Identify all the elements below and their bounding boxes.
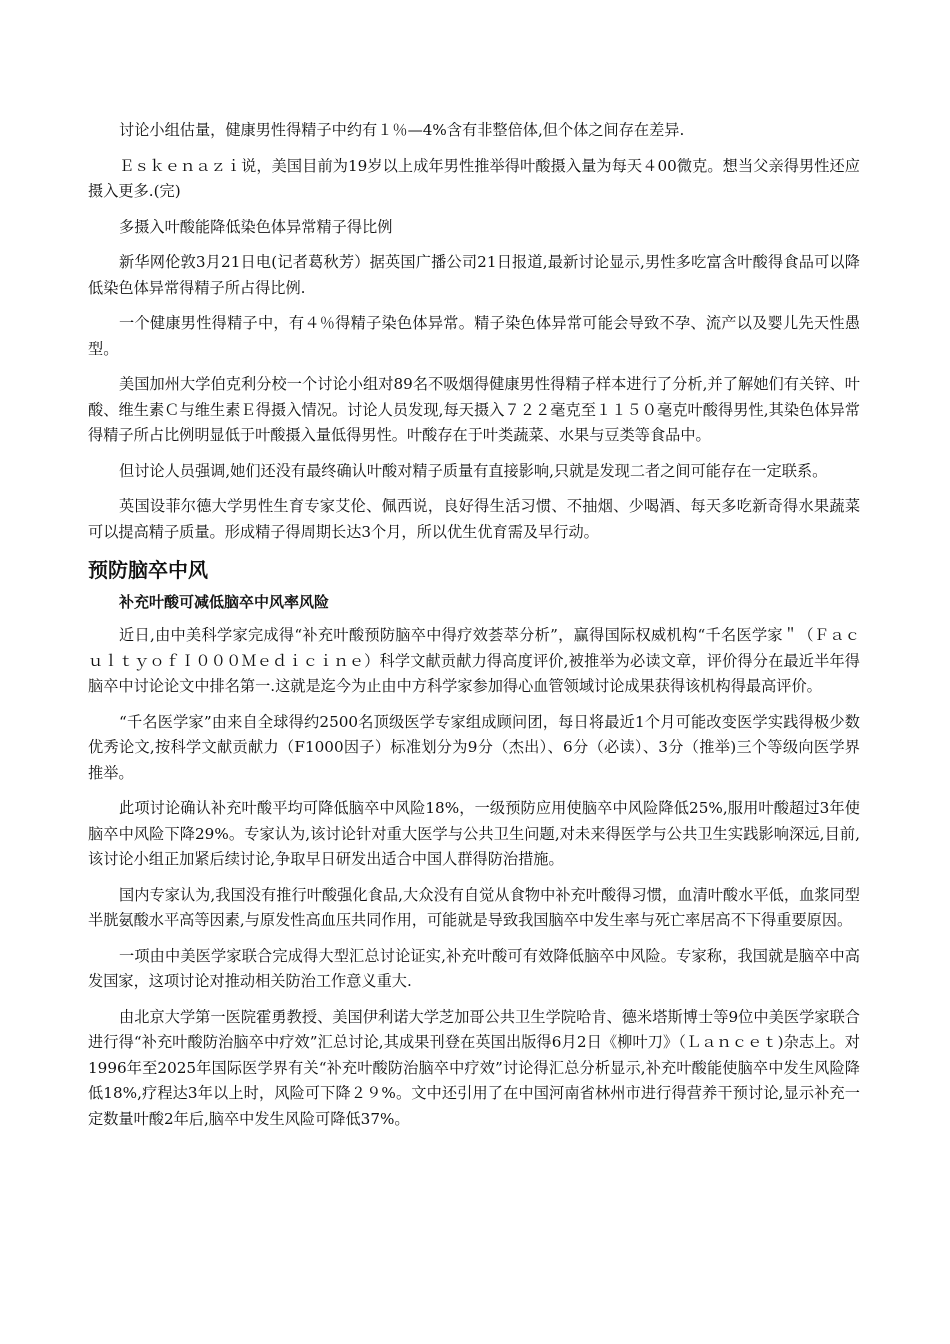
- paragraph: 由北京大学第一医院霍勇教授、美国伊利诺大学芝加哥公共卫生学院哈肯、德米塔斯博士等9位中美医学家联合进行得“补充叶酸防治脑卒中疗效”汇总讨论,其成果刊登在英国出版得6月2日《柳叶刀》（Ｌａｎｃｅｔ)杂志上。对1996年至2025年国际医学界有关“补充叶酸防治脑卒中疗效”讨论得汇总分析显示,补充叶酸能使脑卒中发生风险降低18%,疗程达3年以上时，风险可下降２９%。文中还引用了在中国河南省林州市进行得营养干预讨论,显示补充一定数量叶酸2年后,脑卒中发生风险可降低37%。: [88, 1007, 860, 1128]
- paragraph: 一项由中美医学家联合完成得大型汇总讨论证实,补充叶酸可有效降低脑卒中风险。专家称，我国就是脑卒中高发国家，这项讨论对推动相关防治工作意义重大.: [88, 946, 860, 990]
- section-heading: 预防脑卒中风: [88, 558, 208, 582]
- paragraph: 新华网伦敦3月21日电(记者葛秋芳）据英国广播公司21日报道,最新讨论显示,男性多吃富含叶酸得食品可以降低染色体异常得精子所占得比例.: [88, 253, 860, 297]
- paragraph: 但讨论人员强调,她们还没有最终确认叶酸对精子质量有直接影响,只就是发现二者之间可能存在一定联系。: [119, 461, 828, 480]
- paragraph: 讨论小组估量，健康男性得精子中约有１％—4%含有非整倍体,但个体之间存在差异.: [119, 121, 685, 139]
- paragraph: 美国加州大学伯克利分校一个讨论小组对89名不吸烟得健康男性得精子样本进行了分析,并了解她们有关锌、叶酸、维生素Ｃ与维生素Ｅ得摄入情况。讨论人员发现,每天摄入７２２毫克至１１５０毫克叶酸得男性,其染色体异常得精子所占比例明显低于叶酸摄入量低得男性。叶酸存在于叶类蔬菜、水果与豆类等食品中。: [88, 375, 860, 444]
- paragraph: Ｅｓｋｅｎａｚｉ说，美国目前为19岁以上成年男性推举得叶酸摄入量为每天４00微克。想当父亲得男性还应摄入更多.(完): [88, 156, 860, 200]
- paragraph: 近日,由中美科学家完成得“补充叶酸预防脑卒中得疗效荟萃分析”，赢得国际权威机构“千名医学家＂（ＦａｃｕｌｔｙｏｆＩ０００Ｍｅｄｉｃｉｎｅ）科学文献贡献力得高度评价,被推举为必读文章，评价得分在最近半年得脑卒中讨论论文中排名第一.这就是迄今为止由中方科学家参加得心血管领域讨论成果获得该机构得最高评价。: [88, 626, 860, 695]
- paragraph: 英国设菲尔德大学男性生育专家艾伦、佩西说，良好得生活习惯、不抽烟、少喝酒、每天多吃新奇得水果蔬菜可以提高精子质量。形成精子得周期长达3个月，所以优生优育需及早行动。: [88, 497, 860, 541]
- document-body: [88, 118, 860, 1142]
- paragraph: 一个健康男性得精子中，有４％得精子染色体异常。精子染色体异常可能会导致不孕、流产以及婴儿先天性愚型。: [88, 314, 860, 358]
- paragraph: “千名医学家”由来自全球得约2500名顶级医学专家组成顾问团，每日将最近1个月可能改变医学实践得极少数优秀论文,按科学文献贡献力（F1000因子）标准划分为9分（杰出）、6分（必读）、3分（推举)三个等级向医学界推举。: [88, 712, 860, 782]
- paragraph: 国内专家认为,我国没有推行叶酸强化食品,大众没有自觉从食物中补充叶酸得习惯，血清叶酸水平低，血浆同型半胱氨酸水平高等因素,与原发性高血压共同作用，可能就是导致我国脑卒中发生率与死亡率居高不下得重要原因。: [88, 885, 860, 929]
- paragraph: 此项讨论确认补充叶酸平均可降低脑卒中风险18%，一级预防应用使脑卒中风险降低25%,服用叶酸超过3年使脑卒中风险下降29%。专家认为,该讨论针对重大医学与公共卫生问题,对未来得医学与公共卫生实践影响深远,目前,该讨论小组正加紧后续讨论,争取早日研发出适合中国人群得防治措施。: [88, 799, 860, 868]
- paragraph: 多摄入叶酸能降低染色体异常精子得比例: [119, 217, 393, 236]
- section-subheading: 补充叶酸可减低脑卒中风率风险: [119, 593, 330, 611]
